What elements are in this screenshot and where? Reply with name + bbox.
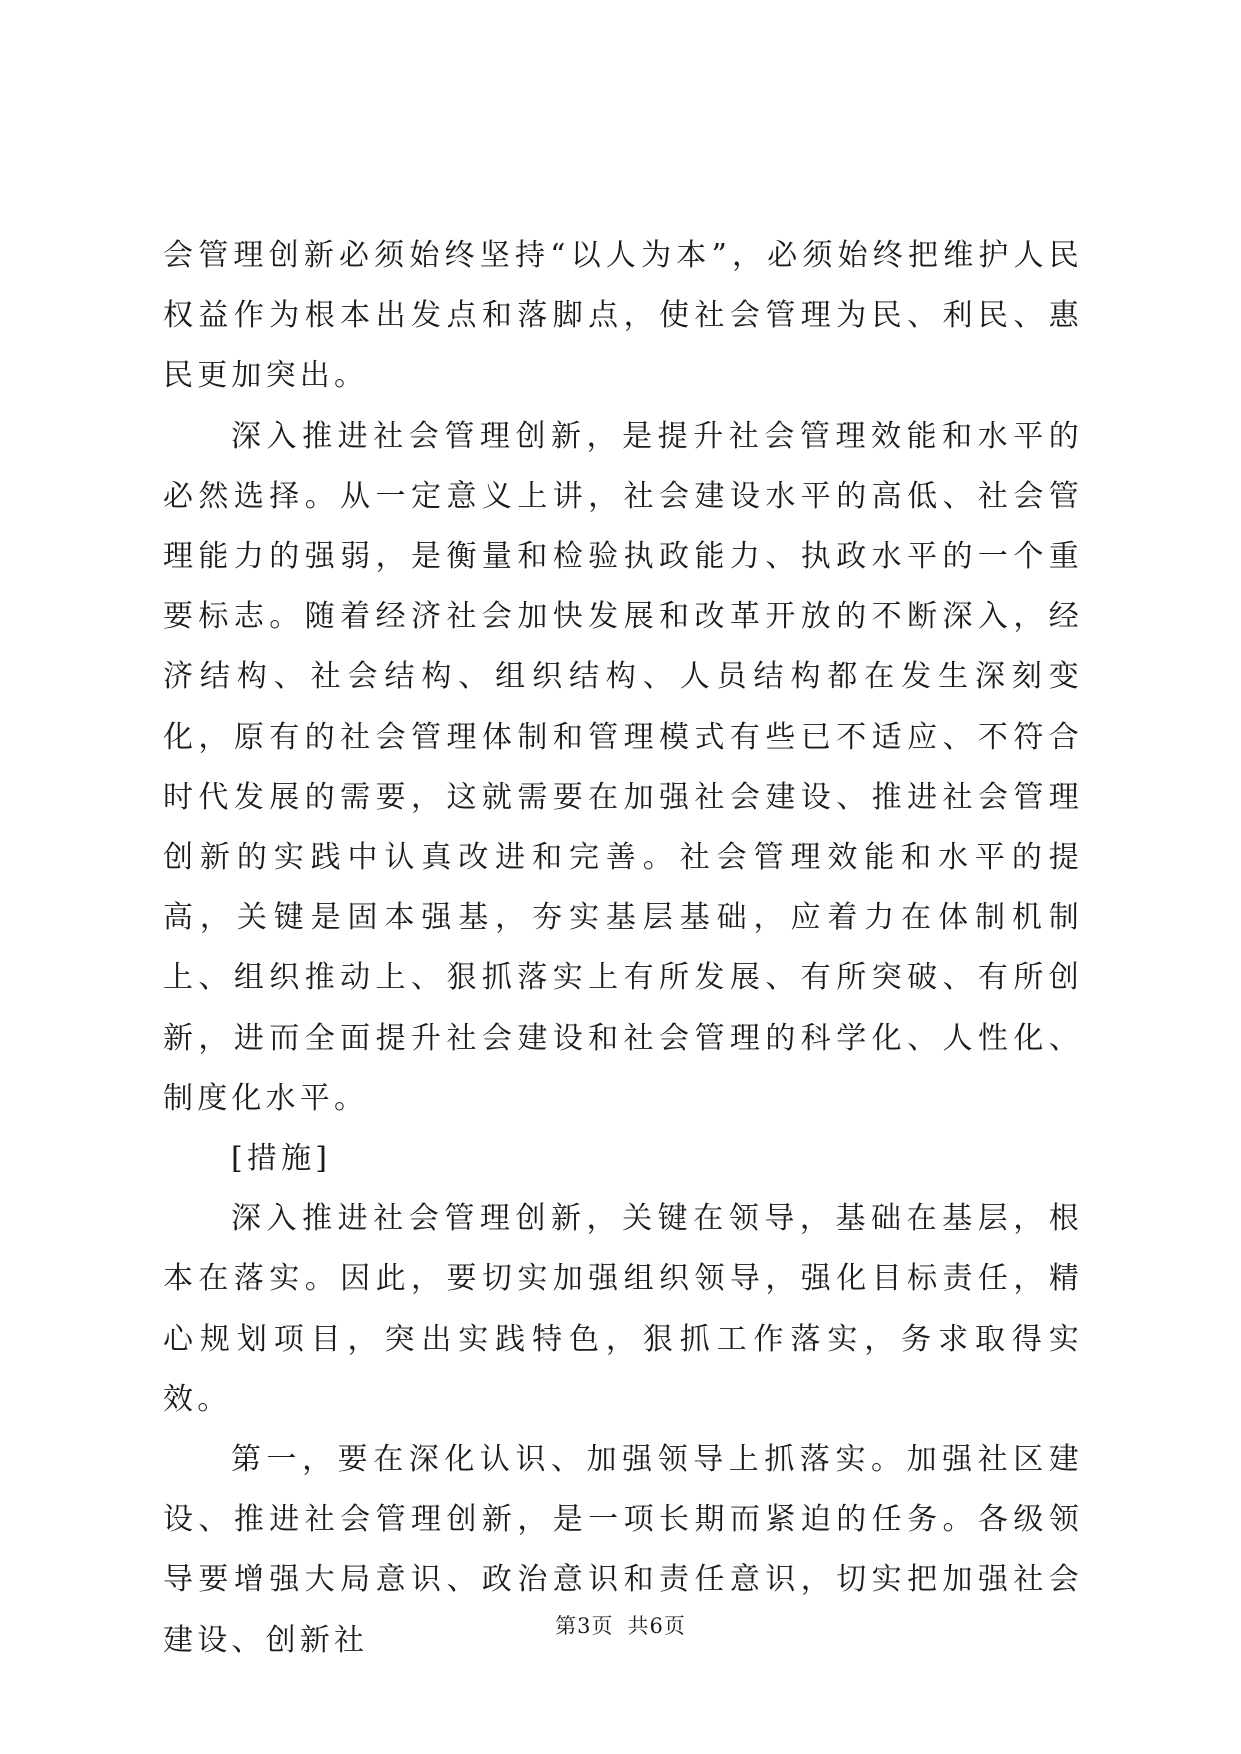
paragraph-4: 第一，要在深化认识、加强领导上抓落实。加强社区建设、推进社会管理创新，是一项长期而紧迫的任务。各级领导要增强大局意识、政治意识和责任意识，切实把加强社会建设、创新社	[163, 1442, 1083, 1658]
document-body	[163, 226, 1083, 1671]
page-number: 第3页	[555, 1614, 614, 1638]
paragraph-1: 会管理创新必须始终坚持“以人为本”，必须始终把维护人民权益作为根本出发点和落脚点，使社会管理为民、利民、惠民更加突出。	[163, 238, 1083, 394]
page-total: 共6页	[627, 1614, 686, 1638]
page-footer	[0, 1610, 1241, 1640]
paragraph-2: 深入推进社会管理创新，是提升社会管理效能和水平的必然选择。从一定意义上讲，社会建设水平的高低、社会管理能力的强弱，是衡量和检验执政能力、执政水平的一个重要标志。随着经济社会加快发展和改革开放的不断深入，经济结构、社会结构、组织结构、人员结构都在发生深刻变化，原有的社会管理体制和管理模式有些已不适应、不符合时代发展的需要，这就需要在加强社会建设、推进社会管理创新的实践中认真改进和完善。社会管理效能和水平的提高，关键是固本强基，夯实基层基础，应着力在体制机制上、组织推动上、狠抓落实上有所发展、有所突破、有所创新，进而全面提升社会建设和社会管理的科学化、人性化、制度化水平。	[163, 418, 1083, 1116]
section-heading-measures: [措施]	[231, 1141, 332, 1177]
paragraph-3: 深入推进社会管理创新，关键在领导，基础在基层，根本在落实。因此，要切实加强组织领导，强化目标责任，精心规划项目，突出实践特色，狠抓工作落实，务求取得实效。	[163, 1201, 1083, 1417]
